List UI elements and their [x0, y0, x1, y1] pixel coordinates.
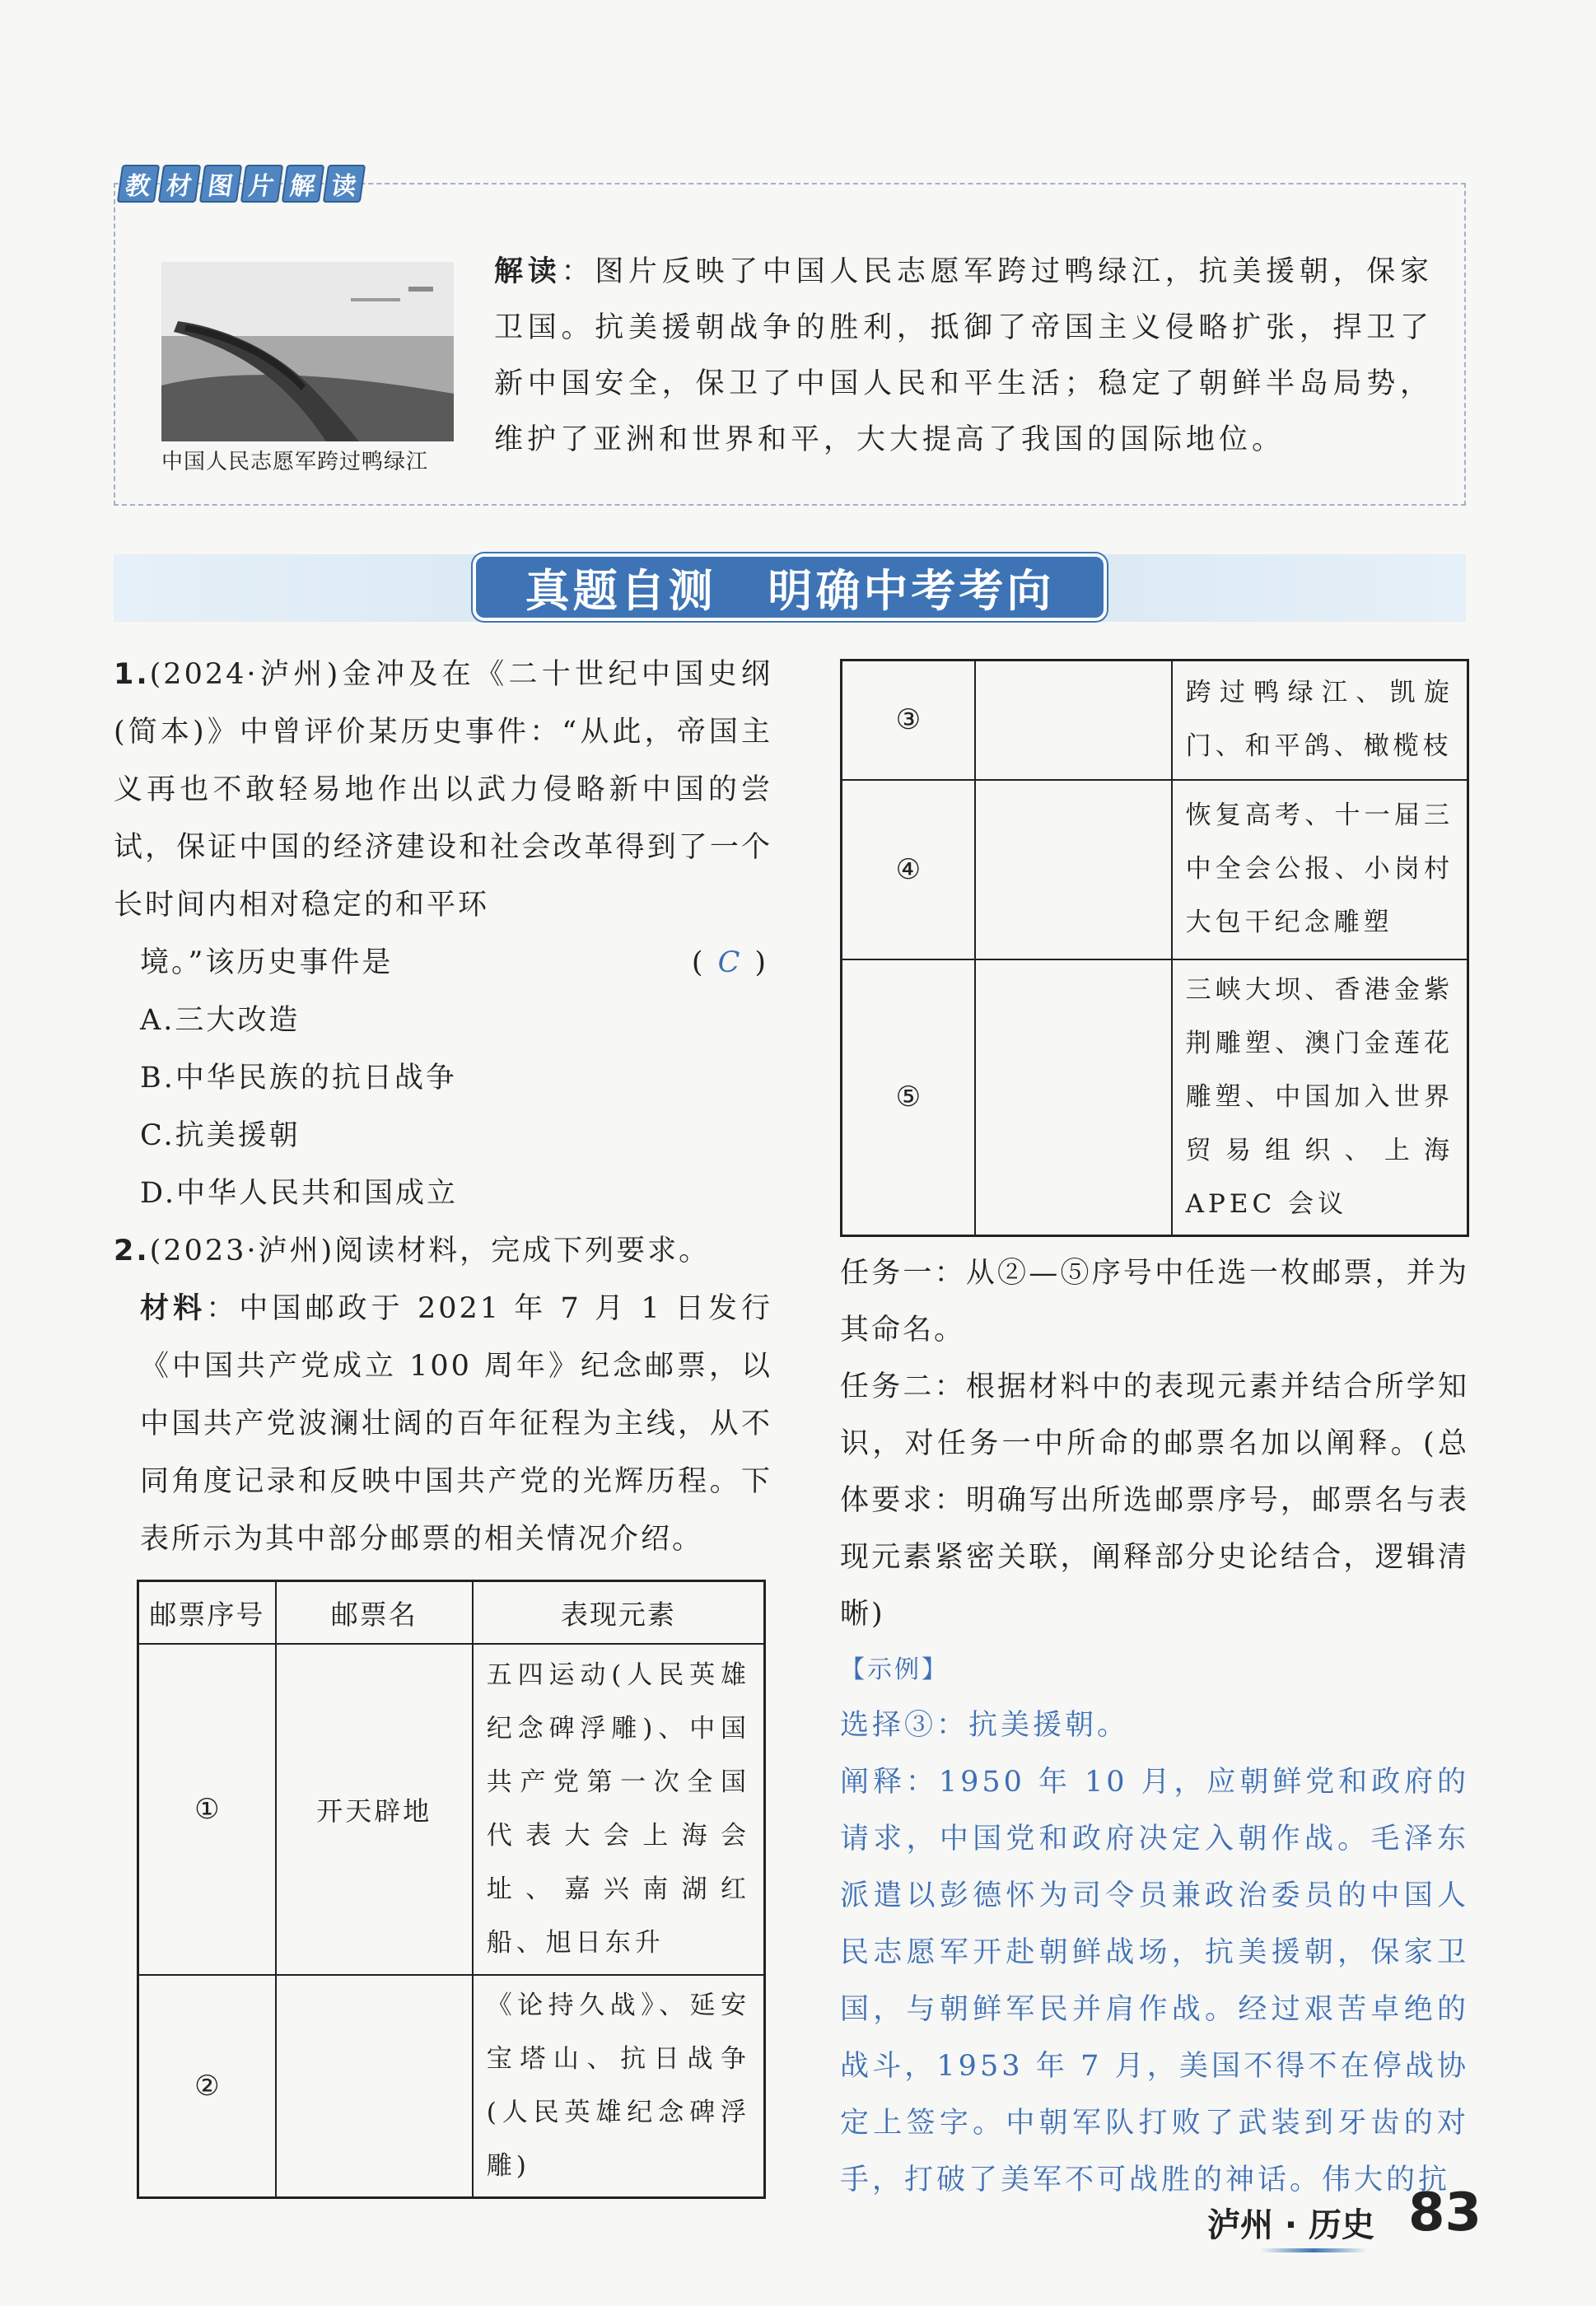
example-label: 【示例】 [840, 1655, 949, 1684]
stamp-number: ② [138, 1975, 276, 2198]
stamp-elements: 跨过鸭绿江、凯旋门、和平鸽、橄榄枝 [1172, 661, 1468, 780]
stamp-elements: 五四运动(人民英雄纪念碑浮雕)、中国共产党第一次全国代表大会上海会址、嘉兴南湖红船、旭日东升 [473, 1644, 765, 1975]
section-banner: 真题自测 明确中考考向 [473, 553, 1107, 621]
right-column [840, 1245, 1469, 2209]
task-1: 任务一：从②—⑤序号中任选一枚邮票，并为其命名。 [840, 1257, 1469, 1347]
header-stamp-number: 邮票序号 [138, 1581, 276, 1645]
table-row [842, 959, 1468, 1236]
material-text: ：中国邮政于 2021 年 7 月 1 日发行《中国共产党成立 100 周年》纪念邮票，以中国共产党波澜壮阔的百年征程为主线，从不同角度记录和反映中国共产党的光辉历程。下表所示为其中部分邮票的相关情况介绍。 [140, 1292, 772, 1556]
table-row [842, 780, 1468, 959]
stamp-name-blank [975, 959, 1172, 1236]
table-row [842, 661, 1468, 780]
tag-char: 图 [199, 165, 242, 203]
interpretation-text [494, 244, 1433, 468]
question-2-number: 2. [114, 1235, 150, 1267]
question-1-number: 1. [114, 658, 150, 691]
bracket-open: ( [691, 946, 703, 979]
table-row [138, 1644, 765, 1975]
material-paragraph [114, 1280, 772, 1568]
stamp-number: ④ [842, 780, 975, 959]
tag-char: 教 [117, 165, 160, 203]
stamp-name-blank [975, 780, 1172, 959]
stamp-elements: 恢复高考、十一届三中全会公报、小岗村大包干纪念雕塑 [1172, 780, 1468, 959]
question-1-answer: C [717, 946, 740, 979]
footer-decoration [1260, 2248, 1367, 2252]
option-a: A.三大改造 [140, 1004, 301, 1037]
tag-char: 片 [240, 165, 283, 203]
page-number: 83 [1408, 2182, 1482, 2243]
photo-illustration [161, 262, 454, 441]
question-1-answer-line [114, 934, 772, 992]
option-c: C.抗美援朝 [140, 1119, 301, 1152]
stamp-table-left [137, 1580, 766, 2199]
stamp-number: ③ [842, 661, 975, 780]
question-1-stem [114, 646, 772, 934]
tag-char: 读 [323, 165, 366, 203]
tag-char: 解 [282, 165, 324, 203]
stamp-elements: 《论持久战》、延安宝塔山、抗日战争(人民英雄纪念碑浮雕) [473, 1975, 765, 2198]
option-b: B.中华民族的抗日战争 [140, 1062, 457, 1095]
material-label: 材料 [140, 1292, 207, 1325]
left-column [114, 646, 772, 1568]
header-stamp-name: 邮票名 [276, 1581, 473, 1645]
stamp-number: ① [138, 1644, 276, 1975]
header-stamp-elements: 表现元素 [473, 1581, 765, 1645]
stamp-name-blank [276, 1975, 473, 2198]
tag-char: 材 [158, 165, 201, 203]
table-row [138, 1975, 765, 2198]
task-2: 任务二：根据材料中的表现元素并结合所学知识，对任务一中所命的邮票名加以阐释。(总体要求：明确写出所选邮票序号，邮票名与表现元素紧密关联，阐释部分史论结合，逻辑清晰) [840, 1370, 1469, 1631]
question-1-text: (2024·泸州)金冲及在《二十世纪中国史纲(简本)》中曾评价某历史事件：“从此，帝国主义再也不敢轻易地作出以武力侵略新中国的尝试，保证中国的经济建设和社会改革得到了一个长时间内相对稳定的和平环 [114, 658, 772, 922]
volunteer-army-photo [161, 262, 454, 441]
example-explanation: 阐释：1950 年 10 月，应朝鲜党和政府的请求，中国党和政府决定入朝作战。毛泽东派遣以彭德怀为司令员兼政治委员的中国人民志愿军开赴朝鲜战场，抗美援朝，保家卫国，与朝鲜军民并肩作战。经过艰苦卓绝的战斗，1953 年 7 月，美国不得不在停战协定上签字。中朝军队打败了武装到牙齿的对手，打破了美军不可战胜的神话。伟大的抗 [840, 1766, 1469, 2196]
answer-bracket [692, 934, 772, 992]
footer-region-subject: 泸州 · 历史 [1207, 2206, 1375, 2244]
stamp-name-blank [975, 661, 1172, 780]
interpretation-label: 解读 [494, 255, 562, 288]
question-2-text: (2023·泸州)阅读材料，完成下列要求。 [149, 1235, 711, 1267]
interpretation-body: ：图片反映了中国人民志愿军跨过鸭绿江，抗美援朝，保家卫国。抗美援朝战争的胜利，抵御了帝国主义侵略扩张，捍卫了新中国安全，保卫了中国人民和平生活；稳定了朝鲜半岛局势，维护了亚洲和世界和平，大大提高了我国的国际地位。 [494, 255, 1433, 456]
question-1-stem-end: 境。”该历史事件是 [140, 946, 394, 979]
stamp-number: ⑤ [842, 959, 975, 1236]
photo-caption: 中国人民志愿军跨过鸭绿江 [161, 450, 429, 474]
option-d: D.中华人民共和国成立 [140, 1177, 458, 1210]
table-header-row [138, 1581, 765, 1645]
stamp-name: 开天辟地 [276, 1644, 473, 1975]
example-choice: 选择③：抗美援朝。 [840, 1709, 1130, 1742]
stamp-table-right [840, 659, 1469, 1237]
section-tag [119, 165, 363, 203]
stamp-elements: 三峡大坝、香港金紫荆雕塑、澳门金莲花雕塑、中国加入世界贸易组织、上海 APEC 会议 [1172, 959, 1468, 1236]
question-2-stem [114, 1222, 772, 1280]
bracket-close: ) [754, 946, 766, 979]
